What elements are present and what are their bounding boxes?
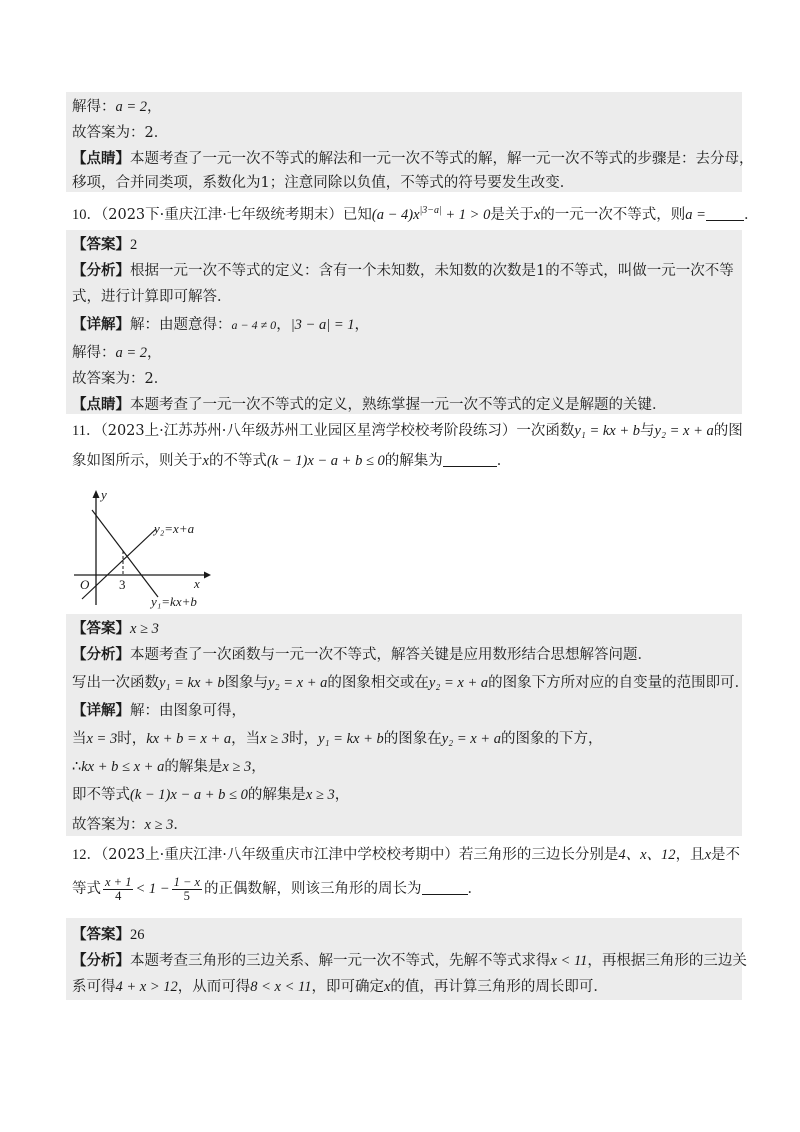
question-10: 10．（2023下·重庆江津·七年级统考期末）已知$(a - 4)x^{|3-a|} + 1 > 0$是关于x的一元一次不等式，则a = ．: [72, 205, 759, 223]
section-tag: 【点睛】: [72, 151, 130, 167]
answer-blank[interactable]: [706, 206, 744, 221]
text-line: ∴kx + b ≤ x + a的解集是x ≥ 3，: [72, 759, 266, 775]
x-axis-arrow-icon: [204, 572, 211, 579]
text-line: 【答案】2: [72, 237, 138, 253]
section-tag: 【分析】: [72, 953, 130, 969]
section-tag: 【答案】: [72, 621, 130, 637]
section-tag: 【分析】: [72, 647, 130, 663]
text-line: 式，进行计算即可解答．: [72, 289, 232, 305]
section-tag: 【点睛】: [72, 397, 130, 413]
question-12: 12．（2023上·重庆江津·八年级重庆市江津中学校校考期中）若三角形的三边长分别是4、x、12，且x是不: [72, 847, 740, 863]
text-line: 【分析】本题考查三角形的三边关系、解一元一次不等式，先解不等式求得x < 11，再根据三角形的三边关: [72, 953, 747, 969]
text-line: 【详解】解：由题意得：a − 4 ≠ 0，|3 − a| = 1，: [72, 317, 369, 333]
text-line: 【分析】本题考查了一次函数与一元一次不等式，解答关键是应用数形结合思想解答问题．: [72, 647, 652, 663]
text-line: 【点睛】本题考查了一元一次不等式的定义，熟练掌握一元一次不等式的定义是解题的关键．: [72, 397, 667, 413]
line-y1-label: y₁=kx+b: [151, 594, 197, 609]
fraction: $\frac{x + 1}{4}$: [105, 874, 132, 903]
section-tag: 【详解】: [72, 703, 130, 719]
text-line: 移项，合并同类项，系数化为1；注意同除以负值，不等式的符号要发生改变．: [72, 175, 575, 191]
function-graph: [70, 487, 220, 611]
fraction: $\frac{1 - x}{5}$: [173, 874, 201, 903]
section-tag: 【分析】: [72, 263, 130, 279]
tick-label: 3: [119, 577, 126, 592]
line-y2-label: y₂=x+a: [154, 521, 195, 536]
text-line: 故答案为：x ≥ 3．: [72, 817, 188, 833]
text-line: 当x = 3时，kx + b = x + a，当x ≥ 3时，y₁ = kx + b的图象在y₂ = x + a的图象的下方，: [72, 731, 603, 747]
text-line: 故答案为：2．: [72, 371, 169, 387]
section-tag: 【答案】: [72, 237, 130, 253]
text-line: 即不等式(k − 1)x − a + b ≤ 0的解集是x ≥ 3，: [72, 787, 350, 803]
text-line: 写出一次函数y₁ = kx + b图象与y₂ = x + a的图象相交或在y₂ = x + a的图象下方所对应的自变量的范围即可．: [72, 675, 750, 691]
text-line: 【点睛】本题考查了一元一次不等式的解法和一元一次不等式的解，解一元一次不等式的步骤是：去分母，: [72, 151, 754, 167]
section-tag: 【答案】: [72, 927, 130, 943]
text-line: 解得：a = 2，: [72, 99, 162, 115]
text-line: 【分析】根据一元一次不等式的定义：含有一个未知数，未知数的次数是1的不等式，叫做一元一次不等: [72, 263, 734, 279]
text-line: 解得：a = 2，: [72, 345, 162, 361]
question-11: 11．（2023上·江苏苏州·八年级苏州工业园区星湾学校校考阶段练习）一次函数y₁ = kx + b与y₂ = x + a的图: [72, 423, 743, 439]
text-line: 等式 $\frac{x + 1}{4}$ < 1 − $\frac{1 - x}{5}$ 的正偶数解，则该三角形的周长为 ．: [72, 874, 483, 903]
answer-blank[interactable]: [422, 880, 468, 895]
text-line: 系可得4 + x > 12，从而可得8 < x < 11，即可确定x的值，再计算三角形的周长即可．: [72, 979, 608, 995]
text-line: 【答案】x ≥ 3: [72, 621, 159, 637]
y-axis-arrow-icon: [93, 490, 100, 498]
text-line: 【答案】26: [72, 927, 145, 943]
answer-blank[interactable]: [443, 452, 497, 467]
text-line: 故答案为：2．: [72, 125, 169, 141]
x-axis-label: x: [194, 576, 200, 591]
section-tag: 【详解】: [72, 317, 130, 333]
text-line: 象如图所示，则关于x的不等式(k − 1)x − a + b ≤ 0的解集为 ．: [72, 453, 512, 469]
y-axis-label: y: [101, 487, 107, 502]
text-line: 【详解】解：由图象可得，: [72, 703, 246, 719]
origin-label: O: [80, 577, 90, 592]
